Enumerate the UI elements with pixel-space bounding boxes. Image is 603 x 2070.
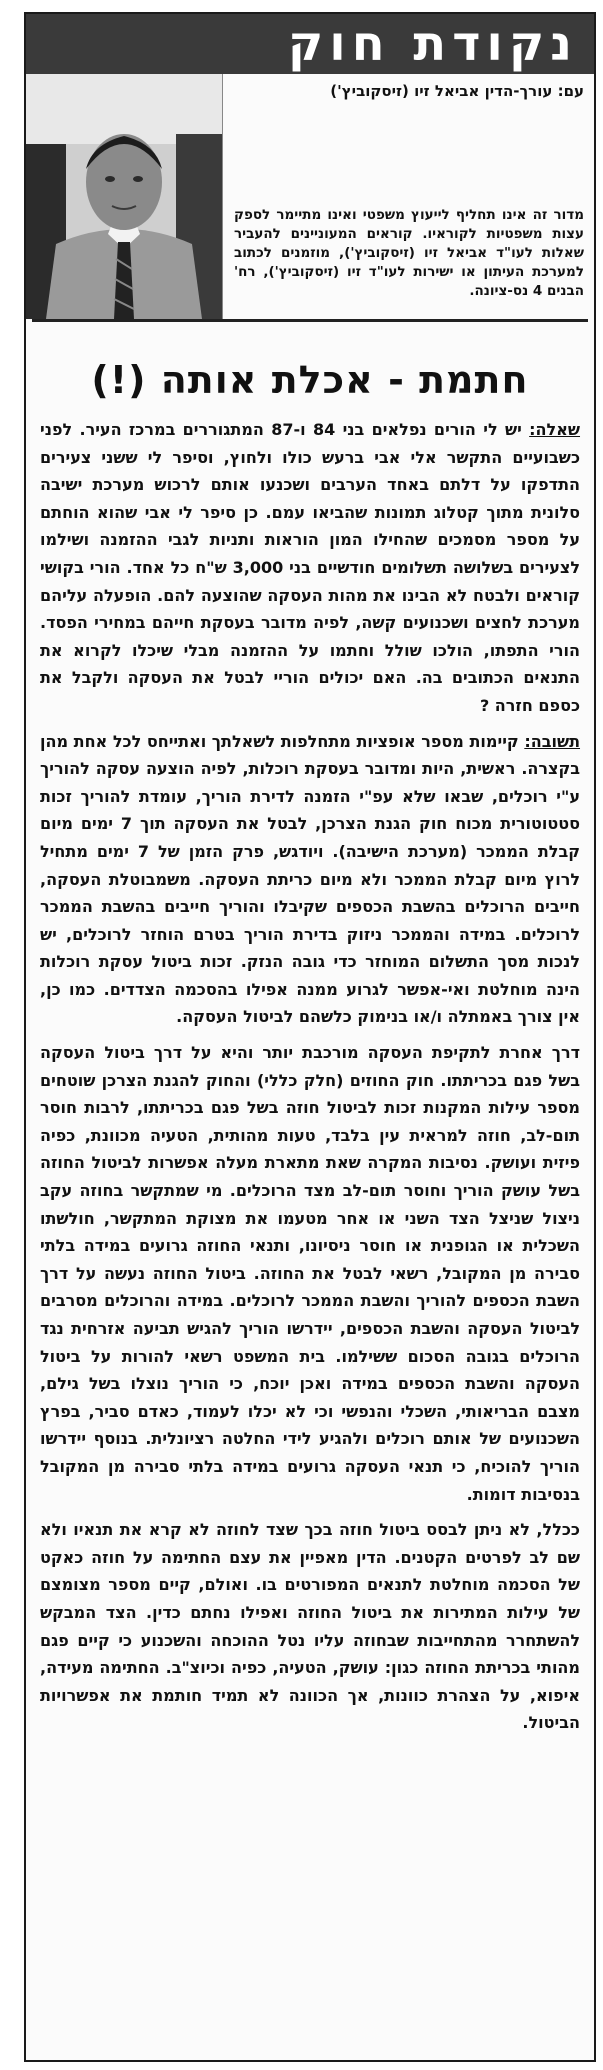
answer-paragraph-2: דרך אחרת לתקיפת העסקה מורכבת יותר והיא על דרך ביטול העסקה בשל פגם בכריתתו. חוק החוזים (חלק כללי) והחוק להגנת הצרכן שוטחים מספר עילות המקנות זכות לביטול חוזה בשל פגם בכריתתו, לרבות חוסר תום-לב, חוזה למראית עין בלבד, טעות מהותית, הטעיה מכוונת, כפיה פיזית ועושק. נסיבות המקרה שאת מתארת מעלה אפשרות לביטול החוזה בשל עושק הוריך וחוסר תום-לב מצד הרוכלים. מי שמתקשר בחוזה עקב ניצול שניצל הצד השני או אחר מטעמו את מצוקת המתקשר, חולשתו השכלית או הגופנית או חוסר ניסיונו, ותנאי החוזה גרועים במידה בלתי סבירה מן המקובל, רשאי לבטל את החוזה. ביטול החוזה נעשה על דרך השבת הכספים להוריך והשבת הממכר לרוכלים. במידה והרוכלים מסרבים לביטול העסקה והשבת הכספים, יידרשו הוריך להגיש תביעה אזרחית נגד הרוכלים בגובה הסכום ששילמו. בית המשפט רשאי להורות על ביטול העסקה והשבת הכספים במידה ואכן יוכח, כי הוריך נוצלו בשל גילם, מצבם הבריאותי, השכלי והנפשי וכי לא יכלו לעמוד, כאדם סביר, בפרץ השכנועים של אותם רוכלים ולהגיע לידי החלטה רציונלית. בנוסף יידרשו הוריך להוכיח, כי תנאי העסקה גרועים במידה בלתי סבירה מן המקובל בנסיבות דומות. [40, 1043, 580, 1504]
column-title: נקודת חוק [287, 16, 578, 72]
author-byline: עם: עורך-הדין אביאל זיו (זיסקוביץ') [330, 82, 584, 100]
question-paragraph [40, 416, 580, 720]
answer-text: קיימות מספר אופציות מתחלפות לשאלתך ואתייחס לכל אחת מהן בקצרה. ראשית, היות ומדובר בעסקת רוכלות, לפיה הוצעה עסקה להוריך ע"י רוכלים, שבאו שלא עפ"י הזמנה לדירת הוריך, עומדת להוריך זכות סטטוטורית מכוח חוק הגנת הצרכן, לבטל את העסקה תוך 7 ימים מיום קבלת הממכר (מערכת הישיבה). ויודגש, פרק הזמן של 7 ימים מתחיל לרוץ מיום קבלת הממכר ולא מיום כריתת העסקה. משמבוטלת העסקה, חייבים הרוכלים בהשבת הכספים שקיבלו והוריך חייבים בהשבת הממכר לרוכלים. במידה והממכר ניזוק בדירת הוריך בטרם הוחזר לרוכלים, יש לנכות מסך התשלום המוחזר כדי גובה הנזק. זכות ביטול עסקת רוכלות הינה מוחלטת ואי-אפשר לגרוע ממנה אפילו בהסכמה הצדדים. כמו כן, אין צורך באמתלה ו/או בנימוק כלשהם לביטול העסקה. [40, 731, 580, 1027]
answer-paragraph-3: ככלל, לא ניתן לבסס ביטול חוזה בכך שצד לחוזה לא קרא את תנאיו ולא שם לב לפרטים הקטנים. הדין מאפיין את עצם החתימה על חוזה כאקט של הסכמה מוחלטת לתנאים המפורטים בו. ואולם, קיים מספר מצומצם של עילות המתירות את ביטול החוזה ואפילו נחתם כדין. הצד המבקש להשתחרר מהתחייבות שבחוזה עליו נטל ההוכחה והשכנוע כי קיים פגם מהותי בכריתת החוזה כגון: עושק, הטעיה, כפיה וכיוצ"ב. החתימה מעידה, איפוא, על הצהרת כוונות, אך הכוונה לא תמיד חותמת את אפשרויות הביטול. [40, 1520, 580, 1733]
author-portrait-image [26, 74, 222, 319]
column-disclaimer: מדור זה אינו תחליף לייעוץ משפטי ואינו מתיימר לספק עצות משפטיות לקוראיו. קוראים המעוניינים להעביר שאלות לעו"ד אביאל זיו (זיסקוביץ'), מוזמנים לכתוב למערכת העיתון או ישירות לעו"ד זיו (זיסקוביץ'), רח' הבנים 4 נס-ציונה. [234, 207, 584, 299]
author-photo [26, 74, 223, 319]
intro-section [26, 74, 594, 319]
question-label: שאלה: [529, 420, 581, 439]
answer-paragraph [40, 728, 580, 1032]
article-body [26, 322, 594, 1737]
legal-column [24, 12, 596, 2062]
question-text: יש לי הורים נפלאים בני 84 ו-87 המתגוררים במרכז העיר. לפני כשבועיים התקשר אלי אבי ברעש כולו ולחוץ, וסיפר לי ששני צעירים התדפקו על דלתם באחד הערבים ושכנעו אותם לרכוש מערכת ישיבה סלונית מתוך קטלוג תמונות שהביאו עמם. כן סיפר לי אבי שהוא הוחתם על מספר מסמכים שהחילו המון הוראות ותניות לגבי ההזמנה ושילמו לצעירים בשלושה תשלומים חודשיים בני 3,000 ש"ח כל אחד. הורי בקושי קוראים ולבטח לא הבינו את מהות העסקה שהוצעה להם. הופעלה עליהם מערכת לחצים ושכנועים קשה, לפיה מדובר בעסקת חייהם במחירי הפסד. הורי התפתו, הולכו שולל וחתמו על ההזמנה מבלי שיכלו לקרוא את התנאים הכתובים בה. האם יכולים הוריי לבטל את העסקה ולקבל את כספם חזרה ? [40, 420, 580, 715]
answer-label: תשובה: [524, 731, 581, 751]
column-header [26, 14, 594, 74]
article-headline: חתמת - אכלת אותה (!) [91, 358, 529, 402]
